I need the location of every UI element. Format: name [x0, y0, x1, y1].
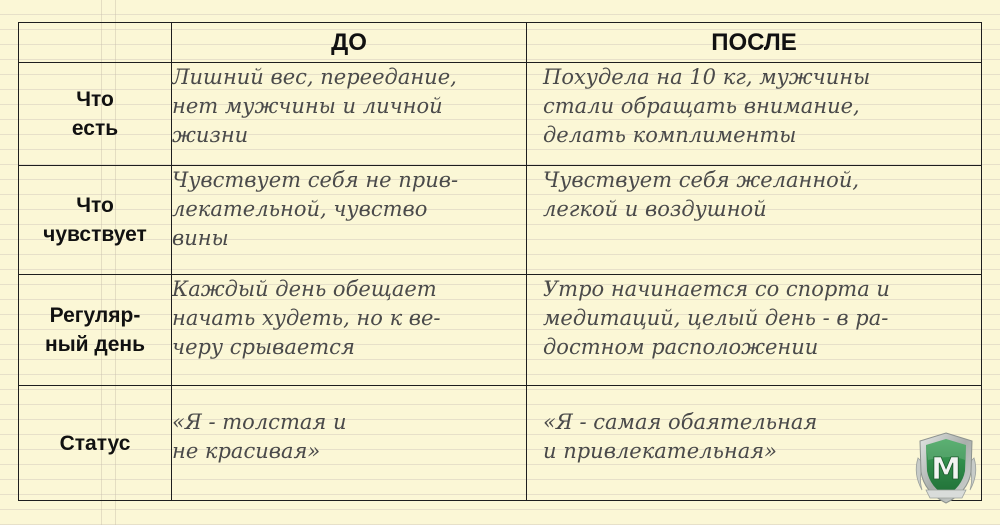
after-cell [527, 275, 982, 386]
after-text-line: легкой и воздушной [543, 197, 767, 221]
row-label-line: чувствует [43, 223, 147, 246]
before-text-line: не красивая» [172, 439, 321, 463]
after-text-line: Похудела на 10 кг, мужчины [543, 65, 871, 89]
table-header-row [19, 23, 982, 63]
after-text-line: стали обращать внимание, [543, 94, 860, 118]
row-label-line: Статус [59, 431, 131, 455]
after-text-line: и привлекательная» [543, 439, 778, 463]
header-empty-cell [19, 23, 172, 63]
before-text-line: начать худеть, но к ве- [172, 306, 441, 330]
before-text-line: Чувствует себя не прив- [172, 168, 459, 192]
after-text-line: делать комплименты [543, 123, 797, 147]
header-before: ДО [172, 23, 527, 63]
shield-logo-icon [912, 430, 980, 506]
after-cell [527, 63, 982, 166]
before-cell [172, 166, 527, 275]
table-row [19, 166, 982, 275]
after-text-line: «Я - самая обаятельная [543, 410, 818, 434]
logo-letter: M [931, 452, 961, 487]
before-text-line: жизни [172, 123, 249, 147]
row-label-line: есть [71, 117, 119, 140]
row-label [19, 275, 172, 386]
before-text-line: вины [172, 226, 229, 250]
after-text-line: медитаций, целый день - в ра- [543, 306, 889, 330]
after-text-line: Утро начинается со спорта и [543, 277, 890, 301]
row-label [19, 63, 172, 166]
before-text-line: «Я - толстая и [172, 410, 347, 434]
after-cell [527, 166, 982, 275]
before-text-line: нет мужчины и личной [172, 94, 443, 118]
table-row [19, 63, 982, 166]
before-text-line: черу срывается [172, 335, 355, 359]
before-cell [172, 63, 527, 166]
after-text-line: Чувствует себя желанной, [543, 168, 860, 192]
before-text-line: Лишний вес, переедание, [172, 65, 457, 89]
before-text-line: Каждый день обещает [172, 277, 437, 301]
before-cell [172, 386, 527, 501]
row-label [19, 386, 172, 501]
table-row [19, 386, 982, 501]
row-label [19, 166, 172, 275]
row-label-line: Что [76, 194, 114, 217]
row-label-line: Регуляр- [49, 304, 141, 327]
before-text-line: лекательной, чувство [172, 197, 428, 221]
row-label-line: Что [76, 88, 114, 111]
comparison-table [18, 22, 982, 501]
table-row [19, 275, 982, 386]
after-text-line: достном расположении [543, 335, 819, 359]
row-label-line: ный день [45, 333, 145, 356]
before-cell [172, 275, 527, 386]
header-after: ПОСЛЕ [527, 23, 982, 63]
